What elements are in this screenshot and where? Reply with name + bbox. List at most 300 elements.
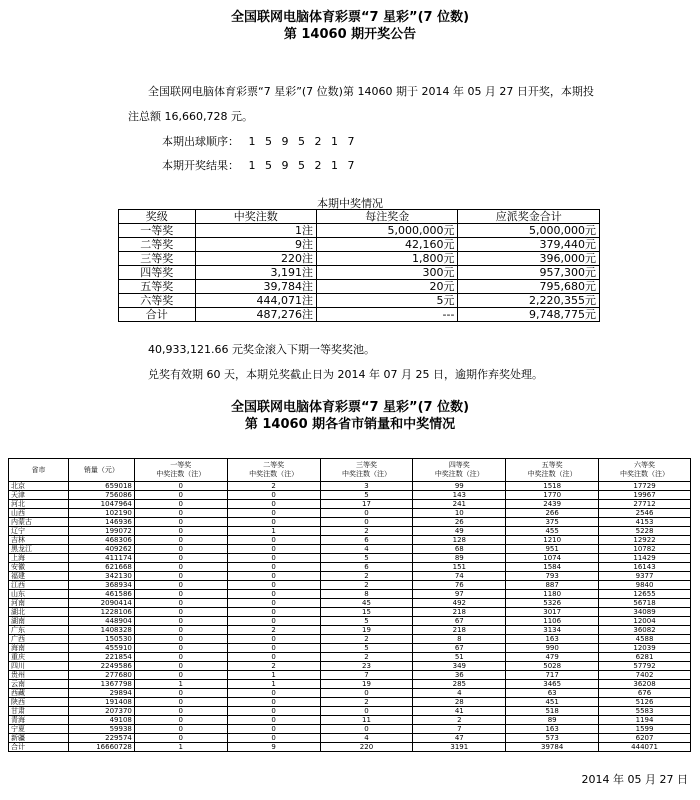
notice-line-2: 注总额 16,660,728 元。 [128, 110, 253, 123]
province-table-cell: 10 [413, 509, 506, 518]
province-table-header: 省市 [9, 459, 69, 482]
prize-table-cell: 396,000元 [458, 252, 600, 266]
province-table-cell: 67 [413, 644, 506, 653]
province-table-cell: 76 [413, 581, 506, 590]
province-table-cell: 0 [227, 725, 320, 734]
province-table-cell: 74 [413, 572, 506, 581]
province-table-cell: 191408 [68, 698, 134, 707]
province-table-cell: 2439 [506, 500, 599, 509]
province-table-cell: 0 [134, 608, 227, 617]
province-table-cell: 河北 [9, 500, 69, 509]
prize-table-row [119, 252, 600, 266]
province-table-row [9, 509, 691, 518]
province-table-cell: 1106 [506, 617, 599, 626]
province-table-cell: 9840 [599, 581, 691, 590]
province-table-cell: 2 [227, 626, 320, 635]
province-table-cell: 89 [413, 554, 506, 563]
province-table-cell: 0 [134, 581, 227, 590]
province-table-row [9, 743, 691, 752]
province-table-row [9, 590, 691, 599]
province-table-cell: 36 [413, 671, 506, 680]
prize-table-cell: 1,800元 [316, 252, 458, 266]
province-table-cell: 4 [320, 734, 413, 743]
province-table-cell: 新疆 [9, 734, 69, 743]
province-table-cell: 合计 [9, 743, 69, 752]
prize-table-cell: 六等奖 [119, 294, 196, 308]
province-table-cell: 陕西 [9, 698, 69, 707]
province-table-cell: 17 [320, 500, 413, 509]
province-table-cell: 青海 [9, 716, 69, 725]
province-table-cell: 0 [227, 554, 320, 563]
province-table-cell: 2 [320, 653, 413, 662]
province-table-cell: 0 [227, 572, 320, 581]
province-table-cell: 7 [320, 671, 413, 680]
province-table-cell: 0 [134, 527, 227, 536]
province-table-cell: 89 [506, 716, 599, 725]
province-table-cell: 12922 [599, 536, 691, 545]
province-table-cell: 16660728 [68, 743, 134, 752]
province-table-cell: 2546 [599, 509, 691, 518]
province-table-cell: 0 [134, 725, 227, 734]
prize-table-cell: 五等奖 [119, 280, 196, 294]
province-table-cell: 1 [227, 527, 320, 536]
province-table-cell: 349 [413, 662, 506, 671]
province-table-row [9, 545, 691, 554]
province-table-cell: 0 [134, 689, 227, 698]
province-table-cell: 128 [413, 536, 506, 545]
province-table-cell: 0 [134, 563, 227, 572]
province-table-cell: 47 [413, 734, 506, 743]
province-table-cell: 143 [413, 491, 506, 500]
draw-result-label: 本期开奖结果： [162, 159, 239, 172]
province-table-cell: 0 [134, 491, 227, 500]
province-table-cell: 湖北 [9, 608, 69, 617]
prize-table-cell: 1注 [195, 224, 316, 238]
province-table-cell: 9377 [599, 572, 691, 581]
province-table-cell: 5 [320, 617, 413, 626]
province-table-cell: 17729 [599, 482, 691, 491]
province-table-cell: 163 [506, 725, 599, 734]
province-table-cell: 2 [227, 482, 320, 491]
province-table-cell: 151 [413, 563, 506, 572]
province-table-cell: 1210 [506, 536, 599, 545]
province-table-cell: 12655 [599, 590, 691, 599]
province-table-cell: 0 [227, 500, 320, 509]
province-table-cell: 天津 [9, 491, 69, 500]
province-table-cell: 0 [227, 734, 320, 743]
province-table-cell: 重庆 [9, 653, 69, 662]
province-table-cell: 0 [227, 617, 320, 626]
province-table-cell: 41 [413, 707, 506, 716]
prize-table-cell: 二等奖 [119, 238, 196, 252]
province-table-cell: 0 [320, 518, 413, 527]
province-table-cell: 49 [413, 527, 506, 536]
province-table-cell: 0 [320, 689, 413, 698]
province-table-cell: 5126 [599, 698, 691, 707]
province-table-cell: 220 [320, 743, 413, 752]
province-table-cell: 793 [506, 572, 599, 581]
province-table-cell: 0 [134, 536, 227, 545]
province-table-cell: 1 [227, 680, 320, 689]
prize-table-row [119, 266, 600, 280]
province-table-cell: 0 [134, 653, 227, 662]
province-table-cell: 717 [506, 671, 599, 680]
province-table-cell: 7402 [599, 671, 691, 680]
province-table-cell: 39784 [506, 743, 599, 752]
province-table-cell: 5 [320, 644, 413, 653]
prize-table-row [119, 224, 600, 238]
province-table-cell: 3134 [506, 626, 599, 635]
province-table-cell: 0 [227, 536, 320, 545]
province-table-cell: 2 [227, 662, 320, 671]
province-table-cell: 0 [227, 716, 320, 725]
province-table-cell: 0 [134, 590, 227, 599]
province-table-cell: 1180 [506, 590, 599, 599]
province-table-cell: 1518 [506, 482, 599, 491]
province-table-row [9, 653, 691, 662]
province-table-cell: 479 [506, 653, 599, 662]
province-table-cell: 23 [320, 662, 413, 671]
province-table-row [9, 554, 691, 563]
draw-order-row [162, 133, 357, 149]
province-table-cell: 6 [320, 563, 413, 572]
province-table-row [9, 563, 691, 572]
province-table-cell: 0 [227, 518, 320, 527]
province-table-cell: 2 [320, 635, 413, 644]
prize-table-cell: 9注 [195, 238, 316, 252]
province-table-cell: 5028 [506, 662, 599, 671]
province-table-cell: 375 [506, 518, 599, 527]
province-table-row [9, 671, 691, 680]
province-table-header: 四等奖 中奖注数（注） [413, 459, 506, 482]
province-table-row [9, 662, 691, 671]
province-table-cell: 广东 [9, 626, 69, 635]
draw-order-value: 1 5 9 5 2 1 7 [248, 135, 358, 148]
province-table-cell: 5 [320, 491, 413, 500]
province-table-cell: 0 [134, 518, 227, 527]
province-table-cell: 455910 [68, 644, 134, 653]
province-table-cell: 7 [413, 725, 506, 734]
province-table-row [9, 734, 691, 743]
province-table-cell: 19 [320, 680, 413, 689]
province-table-row [9, 572, 691, 581]
province-table-row [9, 527, 691, 536]
prize-table-cell: 220注 [195, 252, 316, 266]
province-table-cell: 4153 [599, 518, 691, 527]
province-table-cell: 0 [227, 599, 320, 608]
sales-section-subtitle: 第 14060 期各省市销量和中奖情况 [244, 417, 456, 432]
province-table-header: 销量（元） [68, 459, 134, 482]
province-table-cell: 0 [227, 491, 320, 500]
province-table-cell: 342130 [68, 572, 134, 581]
province-table-cell: 146936 [68, 518, 134, 527]
province-table-cell: 29894 [68, 689, 134, 698]
province-table-row [9, 716, 691, 725]
province-table-cell: 492 [413, 599, 506, 608]
prize-table-cell: 957,300元 [458, 266, 600, 280]
notice-title: 全国联网电脑体育彩票“7 星彩”(7 位数) [230, 10, 470, 25]
prize-table-cell: 20元 [316, 280, 458, 294]
province-table-cell: 0 [227, 653, 320, 662]
province-table-cell: 218 [413, 608, 506, 617]
province-table-cell: 2 [320, 581, 413, 590]
prize-table-cell: 2,220,355元 [458, 294, 600, 308]
prize-table-cell: --- [316, 308, 458, 322]
province-table-cell: 676 [599, 689, 691, 698]
province-table-header: 三等奖 中奖注数（注） [320, 459, 413, 482]
prize-table-cell: 四等奖 [119, 266, 196, 280]
province-table-cell: 451 [506, 698, 599, 707]
province-table-cell: 221854 [68, 653, 134, 662]
province-table-cell: 2249586 [68, 662, 134, 671]
province-table-cell: 1 [134, 680, 227, 689]
province-table-cell: 5583 [599, 707, 691, 716]
province-table-cell: 1584 [506, 563, 599, 572]
province-table-cell: 57792 [599, 662, 691, 671]
province-table-cell: 0 [134, 617, 227, 626]
province-table-cell: 45 [320, 599, 413, 608]
province-table-cell: 12039 [599, 644, 691, 653]
prize-table-cell: 379,440元 [458, 238, 600, 252]
province-table-cell: 16143 [599, 563, 691, 572]
province-table-cell: 0 [227, 635, 320, 644]
province-table-header: 二等奖 中奖注数（注） [227, 459, 320, 482]
province-table-cell: 0 [227, 509, 320, 518]
province-table-cell: 1228106 [68, 608, 134, 617]
province-table-cell: 1408328 [68, 626, 134, 635]
prize-table-row [119, 280, 600, 294]
province-table-cell: 山东 [9, 590, 69, 599]
province-table-cell: 8 [320, 590, 413, 599]
prize-table-cell: 444,071注 [195, 294, 316, 308]
province-table-row [9, 536, 691, 545]
prize-table-row [119, 238, 600, 252]
prize-table-cell: 3,191注 [195, 266, 316, 280]
province-table-cell: 6207 [599, 734, 691, 743]
province-table-cell: 1 [227, 671, 320, 680]
province-table-cell: 621668 [68, 563, 134, 572]
province-table-row [9, 608, 691, 617]
province-table-row [9, 698, 691, 707]
province-table-cell: 贵州 [9, 671, 69, 680]
province-table-cell: 990 [506, 644, 599, 653]
province-table-cell: 0 [134, 734, 227, 743]
prize-table-cell: 一等奖 [119, 224, 196, 238]
province-table-cell: 0 [320, 509, 413, 518]
province-table-cell: 0 [134, 662, 227, 671]
province-table-cell: 99 [413, 482, 506, 491]
province-table-cell: 68 [413, 545, 506, 554]
province-table-row [9, 689, 691, 698]
province-table-cell: 3 [320, 482, 413, 491]
prize-table-header: 每注奖金 [316, 210, 458, 224]
prize-table-cell: 5,000,000元 [316, 224, 458, 238]
province-table-cell: 8 [413, 635, 506, 644]
province-table-cell: 江西 [9, 581, 69, 590]
prize-table-header: 应派奖金合计 [458, 210, 600, 224]
province-table-cell: 51 [413, 653, 506, 662]
province-table-row [9, 680, 691, 689]
province-table-cell: 36082 [599, 626, 691, 635]
province-table-cell: 福建 [9, 572, 69, 581]
province-table-cell: 北京 [9, 482, 69, 491]
prize-table [118, 209, 600, 322]
province-table-cell: 2 [413, 716, 506, 725]
province-table-cell: 411174 [68, 554, 134, 563]
sales-section-title: 全国联网电脑体育彩票“7 星彩”(7 位数) [230, 400, 470, 415]
province-table-cell: 辽宁 [9, 527, 69, 536]
province-table-cell: 0 [227, 545, 320, 554]
province-table-cell: 0 [134, 671, 227, 680]
province-table-cell: 518 [506, 707, 599, 716]
province-table-cell: 0 [227, 644, 320, 653]
province-table-cell: 266 [506, 509, 599, 518]
province-table-cell: 5228 [599, 527, 691, 536]
province-table-cell: 10782 [599, 545, 691, 554]
province-table-cell: 756086 [68, 491, 134, 500]
province-table-cell: 59938 [68, 725, 134, 734]
province-table-cell: 安徽 [9, 563, 69, 572]
prize-table-cell: 9,748,775元 [458, 308, 600, 322]
prize-table-header: 奖级 [119, 210, 196, 224]
prize-table-cell: 300元 [316, 266, 458, 280]
notice-subtitle: 第 14060 期开奖公告 [283, 27, 417, 42]
province-table-cell: 241 [413, 500, 506, 509]
province-table-cell: 199072 [68, 527, 134, 536]
province-table-cell: 277680 [68, 671, 134, 680]
province-table-cell: 1194 [599, 716, 691, 725]
province-table-cell: 1 [134, 743, 227, 752]
province-table-row [9, 626, 691, 635]
province-table-cell: 4588 [599, 635, 691, 644]
province-table-cell: 19 [320, 626, 413, 635]
province-table-row [9, 482, 691, 491]
province-table-cell: 11429 [599, 554, 691, 563]
province-table-cell: 285 [413, 680, 506, 689]
province-table-header: 六等奖 中奖注数（注） [599, 459, 691, 482]
province-table-cell: 3191 [413, 743, 506, 752]
province-table-cell: 海南 [9, 644, 69, 653]
province-table-cell: 0 [320, 725, 413, 734]
province-table-cell: 0 [134, 500, 227, 509]
province-table-cell: 5 [320, 554, 413, 563]
province-table-cell: 67 [413, 617, 506, 626]
province-table-cell: 0 [227, 698, 320, 707]
prize-table-cell: 795,680元 [458, 280, 600, 294]
province-table-cell: 19967 [599, 491, 691, 500]
province-table-cell: 内蒙古 [9, 518, 69, 527]
province-table-cell: 宁夏 [9, 725, 69, 734]
province-table-header: 一等奖 中奖注数（注） [134, 459, 227, 482]
province-table-cell: 56718 [599, 599, 691, 608]
province-table-cell: 2090414 [68, 599, 134, 608]
province-table-cell: 444071 [599, 743, 691, 752]
province-table-row [9, 491, 691, 500]
province-table-cell: 207370 [68, 707, 134, 716]
province-table-row [9, 500, 691, 509]
validity-text: 兑奖有效期 60 天，本期兑奖截止日为 2014 年 07 月 25 日，逾期作弃奖处理。 [148, 368, 543, 381]
province-table-cell: 山西 [9, 509, 69, 518]
province-table-cell: 26 [413, 518, 506, 527]
prize-table-cell: 5元 [316, 294, 458, 308]
province-table-cell: 2 [320, 572, 413, 581]
province-table-cell: 409262 [68, 545, 134, 554]
province-table-cell: 0 [134, 554, 227, 563]
province-table-cell: 0 [227, 581, 320, 590]
province-table-cell: 28 [413, 698, 506, 707]
province-table-cell: 西藏 [9, 689, 69, 698]
province-table-row [9, 644, 691, 653]
province-table-cell: 1599 [599, 725, 691, 734]
province-table-row [9, 581, 691, 590]
province-table-cell: 102190 [68, 509, 134, 518]
province-table-cell: 9 [227, 743, 320, 752]
province-table-cell: 0 [227, 563, 320, 572]
province-table-cell: 468306 [68, 536, 134, 545]
province-table-cell: 1367798 [68, 680, 134, 689]
province-table-cell: 461586 [68, 590, 134, 599]
prize-table-cell: 39,784注 [195, 280, 316, 294]
province-table-header: 五等奖 中奖注数（注） [506, 459, 599, 482]
prize-table-cell: 42,160元 [316, 238, 458, 252]
province-table-cell: 0 [134, 626, 227, 635]
province-table-cell: 0 [227, 689, 320, 698]
province-table-cell: 0 [134, 599, 227, 608]
province-table-cell: 573 [506, 734, 599, 743]
province-table-cell: 0 [134, 644, 227, 653]
province-table-cell: 6281 [599, 653, 691, 662]
province-table-cell: 云南 [9, 680, 69, 689]
province-table-cell: 448904 [68, 617, 134, 626]
province-table-cell: 3017 [506, 608, 599, 617]
prize-table-cell: 487,276注 [195, 308, 316, 322]
province-table-cell: 0 [134, 716, 227, 725]
province-table-cell: 229574 [68, 734, 134, 743]
province-table-cell: 5326 [506, 599, 599, 608]
prize-table-row [119, 308, 600, 322]
province-table-cell: 0 [134, 572, 227, 581]
province-table-cell: 12004 [599, 617, 691, 626]
province-table-cell: 27712 [599, 500, 691, 509]
province-table-cell: 11 [320, 716, 413, 725]
province-table-cell: 0 [227, 707, 320, 716]
notice-line-1: 全国联网电脑体育彩票“7 星彩”(7 位数)第 14060 期于 2014 年 05 月 27 日开奖，本期投 [148, 85, 594, 98]
province-table-cell: 0 [134, 707, 227, 716]
province-table-cell: 34089 [599, 608, 691, 617]
prize-table-cell: 三等奖 [119, 252, 196, 266]
province-table-cell: 163 [506, 635, 599, 644]
province-table-cell: 上海 [9, 554, 69, 563]
province-table-cell: 4 [320, 545, 413, 554]
province-table-cell: 2 [320, 527, 413, 536]
province-table-cell: 887 [506, 581, 599, 590]
province-table-row [9, 617, 691, 626]
province-table-cell: 0 [134, 482, 227, 491]
province-table-cell: 0 [134, 635, 227, 644]
province-table-cell: 0 [134, 509, 227, 518]
province-table-cell: 广西 [9, 635, 69, 644]
province-table-cell: 951 [506, 545, 599, 554]
province-table-cell: 湖南 [9, 617, 69, 626]
province-table-cell: 0 [227, 590, 320, 599]
province-table-cell: 1047964 [68, 500, 134, 509]
province-sales-table [8, 458, 691, 752]
province-table-cell: 3465 [506, 680, 599, 689]
province-table-cell: 368934 [68, 581, 134, 590]
prize-table-cell: 5,000,000元 [458, 224, 600, 238]
province-table-cell: 河南 [9, 599, 69, 608]
province-table-cell: 49108 [68, 716, 134, 725]
